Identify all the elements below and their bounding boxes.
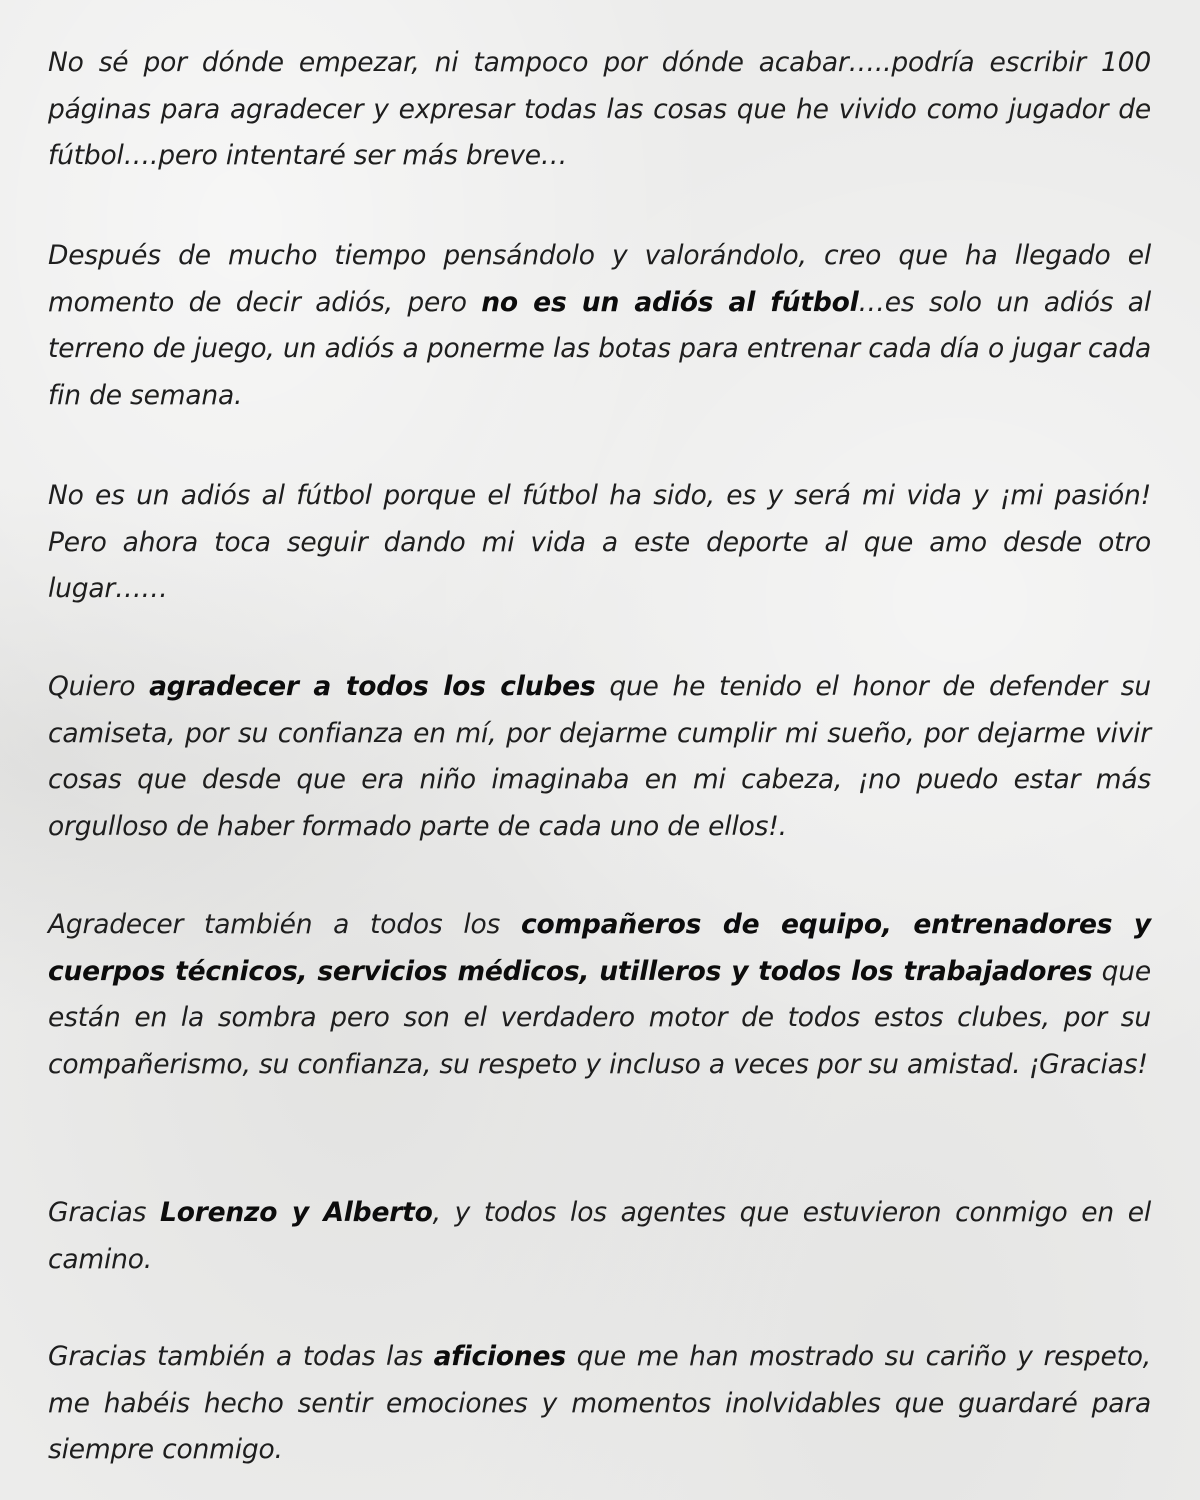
paragraph-agents xyxy=(48,1190,1151,1283)
text-segment: No sé por dónde empezar, ni tampoco por dónde acabar…..podría escribir 100 páginas para agradecer y expresar todas las cosas que he vivido como jugador de fútbol….pero intentaré ser más breve… xyxy=(48,47,1151,171)
emphasis-text: agradecer a todos los clubes xyxy=(149,671,596,702)
paragraph-fans xyxy=(48,1334,1151,1474)
text-segment: Después de mucho tiempo pensándolo y valorándolo, creo que ha llegado el momento de decir adiós, pero xyxy=(48,240,1151,318)
emphasis-text: Lorenzo y Alberto xyxy=(160,1197,433,1228)
text-segment: que me han mostrado su cariño y respeto, me habéis hecho sentir emociones y momentos inolvidables que guardaré para siempre conmigo. xyxy=(48,1341,1151,1465)
text-segment: que he tenido el honor de defender su camiseta, por su confianza en mí, por dejarme cumplir mi sueño, por dejarme vivir cosas que desde que era niño imaginaba en mi cabeza, ¡no puedo estar más orgulloso de haber formado parte de cada uno de ellos!. xyxy=(48,671,1151,842)
text-segment: …es solo un adiós al terreno de juego, un adiós a ponerme las botas para entrenar cada día o jugar cada fin de semana. xyxy=(48,286,1151,411)
emphasis-text: compañeros de equipo, entrenadores y cuerpos técnicos, servicios médicos, utilleros y todos los trabajadores xyxy=(48,909,1152,987)
text-segment: Quiero xyxy=(48,671,150,702)
text-segment: , y todos los agentes que estuvieron conmigo en el camino. xyxy=(48,1197,1151,1275)
paragraph-goodbye xyxy=(48,233,1151,419)
paragraph-intro xyxy=(48,40,1151,180)
paragraph-clubs xyxy=(48,664,1151,850)
text-segment: Gracias xyxy=(48,1197,161,1228)
text-segment: que están en la sombra pero son el verdadero motor de todos estos clubes, por su compañerismo, su confianza, su respeto y incluso a veces por su amistad. ¡Gracias! xyxy=(48,955,1152,1080)
text-segment: No es un adiós al fútbol porque el fútbol ha sido, es y será mi vida y ¡mi pasión! Pero ahora toca seguir dando mi vida a este deporte al que amo desde otro lugar…… xyxy=(48,480,1151,604)
emphasis-text: aficiones xyxy=(433,1341,566,1372)
text-segment: Agradecer también a todos los xyxy=(48,909,521,940)
paragraph-teammates xyxy=(48,902,1151,1088)
text-segment: Gracias también a todas las xyxy=(48,1341,434,1372)
paragraph-passion xyxy=(48,473,1151,613)
emphasis-text: no es un adiós al fútbol xyxy=(481,286,859,318)
